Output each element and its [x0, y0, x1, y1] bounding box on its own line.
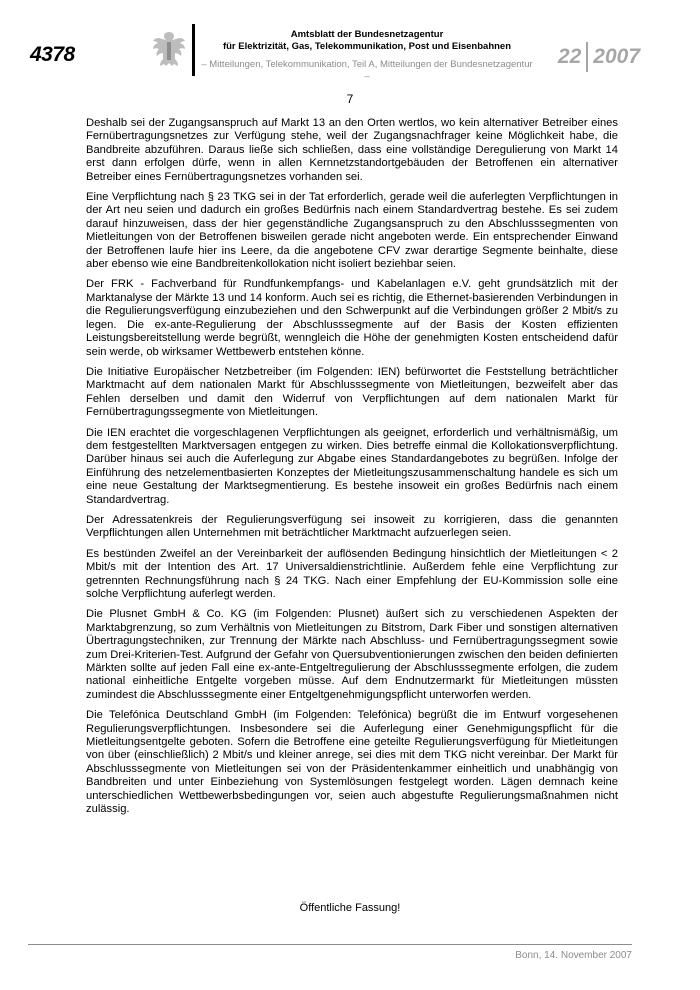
paragraph: Es bestünden Zweifel an der Vereinbarkeit der auflösenden Bedingung hinsichtlich der Mietleitungen < 2 Mbit/s mit der Intention des Art. 17 Universaldienstrichtlinie. Außerdem fehle eine Verpflichtung zur getrennten Rechnungsführung nach § 24 TKG. Nach einer Empfehlung der EU-Kommission solle eine solche Verpflichtung auferlegt werden. [86, 547, 618, 600]
masthead [200, 29, 534, 83]
paragraph: Der FRK - Fachverband für Rundfunkempfangs- und Kabelanlagen e.V. geht grundsätzlich mit der Marktanalyse der Märkte 13 und 14 konform. Auch sei es richtig, die Ethernet-basierenden Verbindungen in die Regulierungsverfügung einzubeziehen und den Schwerpunkt auf die Verbindungen größer 2 Mbit/s zu legen. Die ex-ante-Regulierung der Abschlusssegmente auf der Basis der Kosten effizienten Leistungsbereitstellung werde begrüßt, wenngleich die Höhe der genehmigten Kosten entscheidend dafür sein werde, ob wirksamer Wettbewerb entstehen könne. [86, 278, 618, 358]
paragraph: Die Initiative Europäischer Netzbetreiber (im Folgenden: IEN) befürwortet die Feststellung beträchtlicher Marktmacht auf dem nationalen Markt für Abschlusssegmente von Mietleitungen, bezweifelt aber das Fehlen derselben und damit den Widerruf von Verpflichtungen auf dem nationalen Markt für Fernübertragungssegmente von Mietleitungen. [86, 365, 618, 419]
footer-divider [28, 944, 632, 945]
paragraph: Der Adressatenkreis der Regulierungsverfügung sei insoweit zu korrigieren, dass die genannten Verpflichtungen allen Unternehmen mit beträchtlicher Marktmacht aufzuerlegen seien. [86, 513, 618, 540]
public-version-note: Öffentliche Fassung! [299, 902, 401, 914]
footer-date: Bonn, 14. November 2007 [515, 950, 632, 961]
issue-divider [586, 42, 588, 72]
page-index: 7 [346, 92, 354, 106]
masthead-subtitle: – Mitteilungen, Telekommunikation, Teil A, Mitteilungen der Bundesnetzagentur – [201, 59, 533, 82]
paragraph: Die Plusnet GmbH & Co. KG (im Folgenden: Plusnet) äußert sich zu verschiedenen Aspekten der Marktabgrenzung, so zum Verhältnis von Mietleitungen zu Bitstrom, Dark Fiber und sonstigen alternativen Übertragungstechniken, zur Trennung der Märkte nach Abschluss- und Fernübertragungssegment sowie zum Drei-Kriterien-Test. Aufgrund der Gefahr von Quersubventionierungen zwischen den beiden definierten Märkten sollte auf jeden Fall eine ex-ante-Entgeltregulierung der Abschlusssegmente erfolgen, die zudem national einheitliche Entgelte vorgeben müsse. Auf dem Endnutzermarkt für Mietleitungen müssten zumindest die Abschlusssegmente einer Entgeltgenehmigungspflicht unterworfen werden. [86, 608, 618, 701]
issue-year: 2007 [593, 45, 640, 68]
issue-label [558, 42, 640, 72]
paragraph: Die Telefónica Deutschland GmbH (im Folgenden: Telefónica) begrüßt die im Entwurf vorgesehenen Regulierungsverpflichtungen. Insbesondere sei die Auferlegung einer Genehmigungspflicht für die Mietleitungsentgelte geboten. Sofern die Betroffene eine geteilte Regulierungsverfügung für Mietleitungen von über (einschließlich) 2 Mbit/s und kleiner anrege, sei dies mit dem TKG nicht vereinbar. Der Markt für Abschlusssegmente von Mietleitungen sei von der Präsidentenkammer einheitlich und unabhängig von Bandbreiten und unter Einbeziehung von Systemlösungen festgelegt worden. Lägen demnach keine unterschiedlichen Wettbewerbsbedingungen vor, seien auch abgestufte Regulierungsmaßnahmen nicht zulässig. [86, 709, 618, 816]
issue-number: 22 [557, 45, 582, 68]
paragraph: Die IEN erachtet die vorgeschlagenen Verpflichtungen als geeignet, erforderlich und verhältnismäßig, um dem festgestellten Marktversagen entgegen zu wirken. Dies betreffe einmal die Kollokationsverpflichtung. Darüber hinaus sei auch die Auferlegung zur Abgabe eines Standardangebotes zu begrüßen. Infolge der Einführung des netzelementbasierten Konzeptes der Mietleitungszusammenschaltung handele es sich um eine neue Gestaltung der Marktsegmentierung. Es bestehe insoweit ein großes Bedürfnis nach einem Standardvertrag. [86, 426, 618, 506]
masthead-title-line-2: für Elektrizität, Gas, Telekommunikation, Post und Eisenbahnen [222, 41, 512, 52]
paragraph: Deshalb sei der Zugangsanspruch auf Markt 13 an den Orten wertlos, wo kein alternativer Betreiber eines Fernübertragungsnetzes zur Verfügung stehe, weil der Zugangsnachfrager keine Möglichkeit habe, die Bandbreite abzuführen. Daraus ließe sich schließen, dass eine vollständige Deregulierung von Markt 14 erst dann erfolgen dürfe, wenn in allen Kernnetzstandortgebäuden der Betroffenen ein alternativer Betreiber eines Fernübertragungsnetzes vorhanden sei. [86, 117, 618, 183]
paragraph: Eine Verpflichtung nach § 23 TKG sei in der Tat erforderlich, gerade weil die auferlegten Verpflichtungen in der Art neu seien und dadurch ein großes Bedürfnis nach einem Standardvertrag bestehe. Es sei zudem darauf hinzuweisen, dass der hier gegenständliche Zugangsanspruch zu den Abschlusssegmenten von Mietleitungen von der Betroffenen bisweilen gerade nicht angeboten werde. Ein entsprechender Einwand der Betroffenen laufe hier ins Leere, da die angebotene CFV zwar derartige Segmente beinhalte, diese aber ebenso wie eine Bandbreitenkollokation nicht isoliert beziehbar seien. [86, 191, 618, 271]
page-number: 4378 [30, 43, 75, 66]
body-text [86, 117, 618, 824]
federal-eagle-icon [152, 30, 186, 68]
header-divider [192, 24, 195, 76]
masthead-title-line-1: Amtsblatt der Bundesnetzagentur [290, 29, 444, 40]
